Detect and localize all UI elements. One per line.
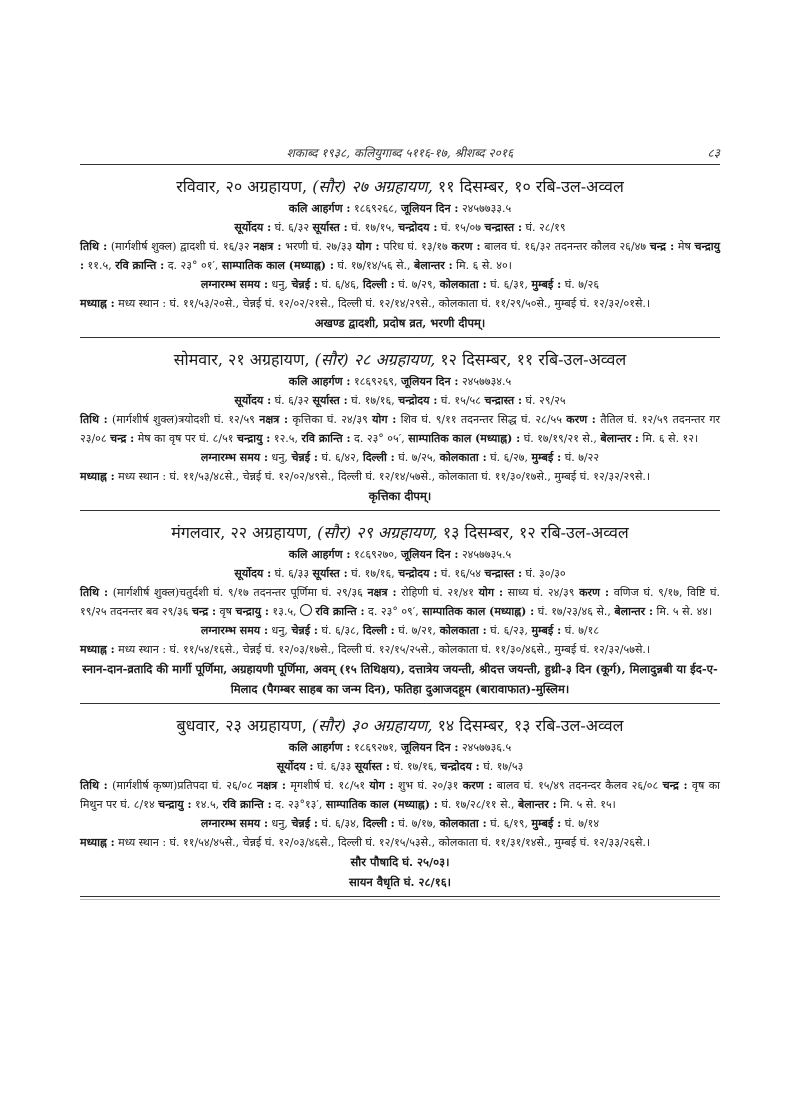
label: नक्षत्र : (259, 413, 289, 426)
value: घं. ६/२७, (486, 451, 532, 464)
page-number: ८३ (707, 146, 720, 160)
label: योग : (478, 586, 504, 599)
madhyahna-line (80, 467, 720, 486)
label: मुम्बई : (531, 278, 562, 291)
label: चन्द्रायु : (235, 605, 269, 618)
day-section (80, 338, 720, 510)
value: शुभ घं. २०/३१ (393, 779, 463, 792)
label: तिथि : (80, 779, 108, 792)
value: घं. ६/३२ (271, 394, 313, 407)
date-heading-solar: (सौर) ३० अग्रहायण, (311, 716, 433, 735)
label: सूर्योदय : (276, 760, 314, 773)
festival-note: सायन वैधृति घं. २८/१६। (348, 875, 452, 889)
value: मध्य स्थान : घं. ११/५३/२०से., चेन्नई घं. १२/०२/२१से., दिल्ली घं. १२/१४/२९से., कोलकाता घं. ११/२९/५०से., मुम्बई घं. १२/३२/०१से.। (114, 297, 651, 310)
rise-set-line (80, 757, 720, 776)
label: चन्द्रायु : (80, 240, 721, 272)
label: मध्याह्न : (80, 470, 115, 483)
festival-note: कृत्तिका दीपम्। (368, 489, 432, 503)
label: चन्द्र : (649, 240, 675, 253)
lagna-line (80, 814, 720, 833)
value: मेष (674, 240, 695, 253)
value: (मार्गशीर्ष शुक्ल)चतुर्दशी घं. ९/१७ तदनन्तर पूर्णिमा घं. २९/३६ (108, 586, 368, 599)
label: चन्द्रोदय : (398, 567, 438, 580)
label: मुम्बई : (531, 624, 562, 637)
value: १८६९२७१, (350, 741, 401, 754)
value: १३.५, (268, 605, 301, 618)
label: सूर्योदय : (234, 567, 272, 580)
label: मुम्बई : (531, 451, 562, 464)
label: चन्द्रायु : (158, 798, 192, 811)
label: लग्नारम्भ समय : (200, 278, 269, 291)
label: साम्पातिक काल (मध्याह्न) : (422, 605, 535, 618)
value: धनु, (268, 451, 292, 464)
label: चन्द्र : (110, 432, 135, 445)
label: नक्षत्र : (367, 586, 397, 599)
value: घं. १७/१६, (389, 760, 441, 773)
value: १४.५, (191, 798, 223, 811)
label: जूलियन दिन : (401, 202, 459, 215)
label: कलि आहर्गण : (288, 202, 351, 215)
value: बालव घं. १५/४९ तदनन्दर कैलव २६/०८ (492, 779, 663, 792)
value: घं. ७/१८ (561, 624, 600, 637)
value: द. २३° ०५′, (350, 432, 409, 445)
label: लग्नारम्भ समय : (200, 624, 269, 637)
value: घं. ६/१९, (486, 817, 532, 830)
value: घं. ६/३४, (317, 817, 363, 830)
label: मध्याह्न : (80, 297, 115, 310)
value: घं. १७/१६, (347, 394, 399, 407)
label: चन्द्रास्त : (484, 221, 523, 234)
value: घं. ६/३२ (271, 221, 313, 234)
panchang-details (80, 237, 720, 275)
label: योग : (369, 779, 394, 792)
lagna-line (80, 275, 720, 294)
date-heading-lunar: रविवार, २० अग्रहायण, (176, 177, 313, 196)
date-heading-solar: (सौर) २७ अग्रहायण, (312, 177, 433, 196)
date-heading-solar: (सौर) २९ अग्रहायण, (317, 523, 438, 542)
value: १२.५, (270, 432, 302, 445)
value: घं. ७/१४ (561, 817, 600, 830)
value: १८६९२७०, (350, 548, 401, 561)
value: घं. १५/५८ (437, 394, 485, 407)
running-header (80, 140, 720, 164)
value: मृगशीर्ष घं. १८/५१ (285, 779, 370, 792)
value: २४५७७३६.५ (458, 741, 512, 754)
value: घं. १५/०७ (437, 221, 485, 234)
almanac-page (80, 140, 720, 900)
value: १८६९२६८, (350, 202, 401, 215)
label: रवि क्रान्ति : (315, 605, 365, 618)
madhyahna-line (80, 833, 720, 852)
label: तिथि : (80, 240, 108, 253)
value: घं. २९/२५ (522, 394, 566, 407)
label: चन्द्रास्त : (484, 394, 523, 407)
label: सूर्यास्त : (354, 760, 390, 773)
label: बेलान्तर : (600, 432, 639, 445)
label: करण : (566, 413, 596, 426)
date-heading-lunar: मंगलवार, २२ अग्रहायण, (171, 523, 318, 542)
value: घं. १७/१४/५६ से., (333, 259, 415, 272)
label: करण : (462, 779, 493, 792)
label: सूर्योदय : (234, 394, 272, 407)
label: चेन्नई : (291, 817, 318, 830)
label: चन्द्रास्त : (484, 567, 523, 580)
value: घं. ७/२६ (561, 278, 600, 291)
value: धनु, (268, 278, 292, 291)
label: बेलान्तर : (414, 259, 453, 272)
value: तैतिल घं. १२/५९ तदनन्तर गर २३/०८ (80, 413, 721, 445)
value: घं. ६/४२, (317, 451, 363, 464)
label: योग : (356, 240, 380, 253)
label: कलि आहर्गण : (288, 375, 351, 388)
value: घं. १७/१९/२१ से., (520, 432, 601, 445)
label: चन्द्र : (662, 779, 688, 792)
madhyahna-line (80, 640, 720, 659)
label: दिल्ली : (362, 278, 395, 291)
madhyahna-line (80, 294, 720, 313)
rise-set-line (80, 218, 720, 237)
value: घं. ६/३८, (317, 624, 363, 637)
value: मि. ५ से. ४४। (653, 605, 713, 618)
label: रवि क्रान्ति : (301, 432, 351, 445)
value: घं. ६/३३ (313, 760, 355, 773)
value: घं. १६/५४ (437, 567, 485, 580)
label: योग : (372, 413, 397, 426)
label: चन्द्रायु : (237, 432, 271, 445)
running-header-title: शकाब्द १९३८, कलियुगाब्द ५११६-१७, श्रीशब्द २०१६ (286, 146, 514, 160)
value: (मार्गशीर्ष शुक्ल) द्वादशी घं. १६/३२ (107, 240, 254, 253)
day-section (80, 704, 720, 896)
value: द. २३° ०९′, (364, 605, 423, 618)
date-heading-gregorian: ११ दिसम्बर, १० रबि-उल-अव्वल (432, 177, 624, 196)
lagna-line (80, 448, 720, 467)
value: घं. १७/२३/४६ से., (534, 605, 615, 618)
value: घं. १७/२८/११ से., (437, 798, 519, 811)
kali-julian-line (80, 545, 720, 564)
label: सूर्यास्त : (312, 567, 348, 580)
label: मध्याह्न : (80, 836, 115, 849)
label: नक्षत्र : (253, 240, 282, 253)
label: मध्याह्न : (80, 643, 115, 656)
value: मध्य स्थान : घं. ११/५३/४८से., चेन्नई घं. १२/०२/४९से., दिल्ली घं. १२/१४/५७से., कोलकाता घं. ११/३०/१७से., मुम्बई घं. १२/३२/२९से.। (114, 470, 651, 483)
label: चन्द्रोदय : (398, 394, 438, 407)
value: घं. १७/१६, (347, 567, 399, 580)
value: घं. ७/२५, (394, 451, 440, 464)
kali-julian-line (80, 372, 720, 391)
label: सूर्योदय : (234, 221, 272, 234)
value: २४५७७३४.५ (458, 375, 512, 388)
rise-set-line (80, 391, 720, 410)
date-heading-gregorian: १२ दिसम्बर, ११ रबि-उल-अव्वल (435, 350, 627, 369)
value: घं. २८/१९ (522, 221, 566, 234)
value: घं. ६/३३ (271, 567, 313, 580)
label: रवि क्रान्ति : (115, 259, 165, 272)
value: मध्य स्थान : घं. ११/५४/१६से., चेन्नई घं. १२/०३/१७से., दिल्ली घं. १२/१५/२५से., कोलकाता घं. ११/३०/४६से., मुम्बई घं. १२/३२/५७से.। (114, 643, 651, 656)
label: कोलकाता : (439, 817, 487, 830)
value: बालव घं. १६/३२ तदनन्तर कौलव २६/४७ (480, 240, 650, 253)
label: जूलियन दिन : (401, 548, 459, 561)
panchang-details (80, 583, 720, 621)
panchang-details (80, 410, 720, 448)
value: द. २३° ०१′, (164, 259, 222, 272)
value: घं. ७/१७, (394, 817, 440, 830)
value: शिव घं. ९/११ तदनन्तर सिद्ध घं. २८/५५ (396, 413, 567, 426)
day-section (80, 165, 720, 337)
full-moon-icon (300, 604, 312, 616)
date-heading (80, 521, 720, 545)
value: घं. ६/४६, (317, 278, 363, 291)
label: करण : (579, 586, 610, 599)
label: बेलान्तर : (518, 798, 557, 811)
label: कलि आहर्गण : (288, 548, 351, 561)
label: साम्पातिक काल (मध्याह्न) : (408, 432, 521, 445)
kali-julian-line (80, 199, 720, 218)
value: घं. १७/१५, (347, 221, 399, 234)
value: घं. १७/५३ (479, 760, 524, 773)
value: २४५७७३३.५ (458, 202, 512, 215)
value: रोहिणी घं. २१/४१ (396, 586, 479, 599)
label: मुम्बई : (531, 817, 562, 830)
panchang-details (80, 776, 720, 814)
value: १८६९२६९, (350, 375, 401, 388)
value: मध्य स्थान : घं. ११/५४/४५से., चेन्नई घं. १२/०३/४६से., दिल्ली घं. १२/१५/५३से., कोलकाता घं. ११/३१/१४से., मुम्बई घं. १२/३३/२६से.। (114, 836, 651, 849)
label: दिल्ली : (362, 624, 395, 637)
value: धनु, (268, 817, 292, 830)
label: नक्षत्र : (257, 779, 286, 792)
label: कोलकाता : (439, 278, 487, 291)
section-rule (80, 896, 720, 897)
date-heading-solar: (सौर) २८ अग्रहायण, (314, 350, 436, 369)
label: कोलकाता : (439, 624, 487, 637)
label: चेन्नई : (291, 278, 318, 291)
value: घं. ६/३१, (486, 278, 532, 291)
date-heading-lunar: सोमवार, २१ अग्रहायण, (173, 350, 315, 369)
kali-julian-line (80, 738, 720, 757)
festival-note: सौर पौषादि घं. २५/०३। (350, 855, 450, 869)
label: चन्द्रोदय : (440, 760, 480, 773)
label: तिथि : (80, 586, 109, 599)
date-heading (80, 348, 720, 372)
label: साम्पातिक काल (मध्याह्न) : (221, 259, 334, 272)
date-heading-gregorian: १३ दिसम्बर, १२ रबि-उल-अव्वल (437, 523, 629, 542)
label: सूर्यास्त : (312, 221, 348, 234)
rise-set-line (80, 564, 720, 583)
value: मेष का वृष पर घं. ८/५१ (134, 432, 238, 445)
label: तिथि : (80, 413, 108, 426)
label: दिल्ली : (362, 451, 395, 464)
value: मि. ५ से. १५। (556, 798, 616, 811)
value: घं. ७/२२ (561, 451, 600, 464)
value: वणिज घं. ९/१७, विष्टि घं. १९/२५ तदनन्तर बव २९/३६ (80, 586, 720, 618)
value: धनु, (268, 624, 292, 637)
value: घं. ७/२१, (394, 624, 440, 637)
value: वृष (216, 605, 236, 618)
value: (मार्गशीर्ष शुक्ल)त्रयोदशी घं. १२/५९ (107, 413, 260, 426)
label: कोलकाता : (439, 451, 487, 464)
label: जूलियन दिन : (401, 741, 459, 754)
value: घं. ६/२३, (486, 624, 532, 637)
value: मि. ६ से. ४०। (452, 259, 512, 272)
value: २४५७७३५.५ (458, 548, 512, 561)
festival-note: अखण्ड द्वादशी, प्रदोष व्रत, भरणी दीपम्। (314, 316, 486, 330)
date-heading (80, 175, 720, 199)
label: बेलान्तर : (614, 605, 654, 618)
label: चेन्नई : (291, 624, 318, 637)
value: कृत्तिका घं. २४/३९ (288, 413, 373, 426)
value: मि. ६ से. १२। (639, 432, 699, 445)
label: रवि क्रान्ति : (222, 798, 272, 811)
label: सूर्यास्त : (312, 394, 348, 407)
value: वृष का मिथुन पर घं. ८/१४ (80, 779, 720, 811)
label: साम्पातिक काल (मध्याह्न) : (325, 798, 438, 811)
value: द. २३°१३′, (271, 798, 326, 811)
value: साध्य घं. २४/३९ (503, 586, 580, 599)
value: (मार्गशीर्ष कृष्ण)प्रतिपदा घं. २६/०८ (107, 779, 258, 792)
label: चन्द्र : (191, 605, 217, 618)
label: कलि आहर्गण : (288, 741, 351, 754)
value: घं. ३०/३० (522, 567, 566, 580)
label: दिल्ली : (362, 817, 395, 830)
lagna-line (80, 621, 720, 640)
label: जूलियन दिन : (401, 375, 459, 388)
label: लग्नारम्भ समय : (200, 451, 269, 464)
label: चन्द्रोदय : (398, 221, 438, 234)
date-heading-lunar: बुधवार, २३ अग्रहायण, (176, 716, 312, 735)
day-section (80, 511, 720, 703)
value: घं. ७/२९, (394, 278, 440, 291)
value: ११.५, (84, 259, 116, 272)
label: चेन्नई : (291, 451, 318, 464)
label: करण : (451, 240, 481, 253)
label: लग्नारम्भ समय : (200, 817, 269, 830)
footer-rule (80, 899, 720, 900)
value: परिध घं. १३/१७ (379, 240, 452, 253)
value: भरणी घं. २७/३३ (281, 240, 357, 253)
date-heading (80, 714, 720, 738)
date-heading-gregorian: १४ दिसम्बर, १३ रबि-उल-अव्वल (432, 716, 624, 735)
festival-note: स्नान-दान-व्रतादि की मार्गी पूर्णिमा, अग्रहायणी पूर्णिमा, अवम् (१५ तिथिक्षय), दत्तात्रेय जयन्ती, श्रीदत्त जयन्ती, हुथ्री-३ दिन (कूर्ग), मिलादुन्नबी या ईद-ए-मिलाद (पैगम्बर साहब का जन्म दिन), फतिहा दुआजदहूम (बारावाफात)-मुस्लिम। (82, 662, 718, 696)
